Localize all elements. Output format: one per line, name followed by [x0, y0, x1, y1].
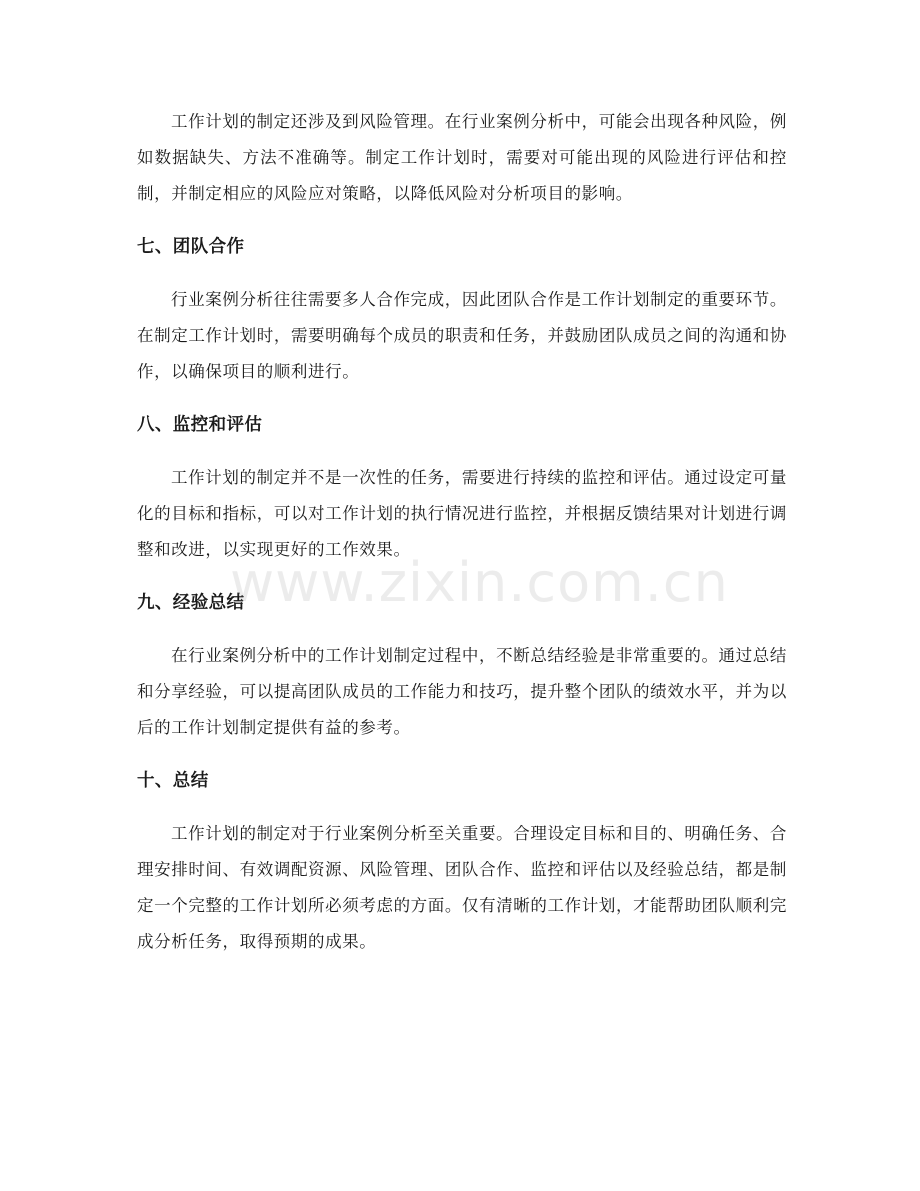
section-heading: 十、总结	[137, 771, 209, 791]
section-experience-summary	[137, 590, 787, 746]
section-paragraph: 在行业案例分析中的工作计划制定过程中，不断总结经验是非常重要的。通过总结和分享经验，可以提高团队成员的工作能力和技巧，提升整个团队的绩效水平，并为以后的工作计划制定提供有益的参考。	[137, 646, 787, 737]
section-heading: 七、团队合作	[137, 237, 245, 257]
document-body	[137, 104, 787, 960]
section-monitoring-evaluation	[137, 412, 787, 568]
section-heading: 八、监控和评估	[137, 415, 263, 435]
section-heading: 九、经验总结	[137, 593, 245, 613]
section-paragraph: 工作计划的制定并不是一次性的任务，需要进行持续的监控和评估。通过设定可量化的目标和指标，可以对工作计划的执行情况进行监控，并根据反馈结果对计划进行调整和改进，以实现更好的工作效果。	[137, 468, 787, 559]
section-paragraph: 工作计划的制定对于行业案例分析至关重要。合理设定目标和目的、明确任务、合理安排时间、有效调配资源、风险管理、团队合作、监控和评估以及经验总结，都是制定一个完整的工作计划所必须考虑的方面。仅有清晰的工作计划，才能帮助团队顺利完成分析任务，取得预期的成果。	[137, 824, 787, 951]
intro-paragraph: 工作计划的制定还涉及到风险管理。在行业案例分析中，可能会出现各种风险，例如数据缺失、方法不准确等。制定工作计划时，需要对可能出现的风险进行评估和控制，并制定相应的风险应对策略，以降低风险对分析项目的影响。	[137, 112, 787, 203]
section-paragraph: 行业案例分析往往需要多人合作完成，因此团队合作是工作计划制定的重要环节。在制定工作计划时，需要明确每个成员的职责和任务，并鼓励团队成员之间的沟通和协作，以确保项目的顺利进行。	[137, 290, 787, 381]
watermark: www.zixin.com.cn	[230, 551, 729, 614]
section-team-cooperation	[137, 234, 787, 390]
section-conclusion	[137, 768, 787, 960]
